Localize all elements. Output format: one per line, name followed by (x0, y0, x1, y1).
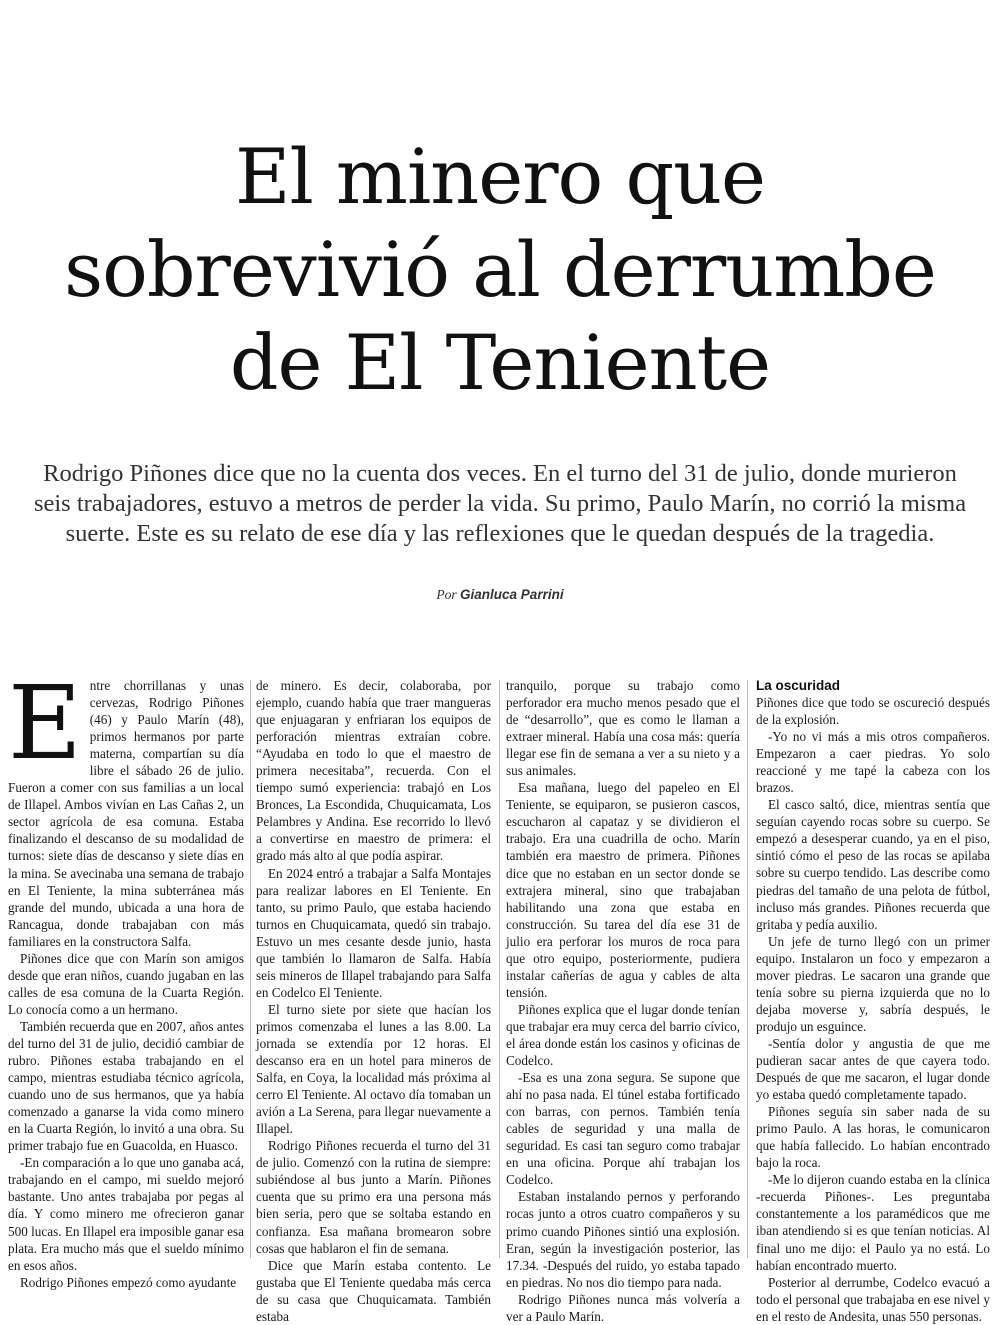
body-paragraph: El turno siete por siete que hacían los primos comenzaba el lunes a las 8.00. La jornada se extendía por 12 horas. El descanso era en un hotel para mineros de Salfa, en Coya, la localidad más próxima al cerro El Teniente. Al octavo día tomaban un avión a La Serena, para llegar nuevamente a Illapel. (256, 1001, 491, 1137)
section-subhead: La oscuridad (756, 678, 841, 693)
body-paragraph: -Me lo dijeron cuando estaba en la clínica -recuerda Piñones-. Les preguntaba constantemente a los paramédicos que me iban atendiendo si es que tenían noticias. Al final uno me dijo: el Paulo ya no está. Lo habían encontrado muerto. (756, 1172, 990, 1273)
body-paragraph: -En comparación a lo que uno ganaba acá, trabajando en el campo, mi sueldo mejoró bastante. Uno antes trabajaba por pegas al día. Y como minero me ofrecieron ganar 500 lucas. En Illapel era imposible ganar esa plata. Era mucho más que el sueldo mínimo en esos años. (8, 1155, 244, 1273)
body-column-2 (256, 677, 491, 1324)
body-paragraph: -Yo no vi más a mis otros compañeros. Empezaron a caer piedras. Yo solo reaccioné y me tapé la cabeza con los brazos. (756, 729, 990, 796)
body-column-4 (756, 677, 990, 1324)
headline-line-2: sobrevivió al derrumbe (64, 225, 936, 314)
byline (0, 587, 1000, 603)
body-paragraph: Dice que Marín estaba contento. Le gustaba que El Teniente quedaba más cerca de su casa que Chuquicamata. También estaba (256, 1257, 491, 1324)
body-paragraph: El casco saltó, dice, mientras sentía que seguían cayendo rocas sobre su cuerpo. Se empezó a desesperar cuando, ya en el piso, sintió cómo el peso de las rocas se apilaba sobre su cuerpo tendido. Las describe como piedras del tamaño de una pelota de fútbol, incluso más grandes. Piñones recuerda que gritaba y pedía auxilio. (756, 797, 990, 932)
body-paragraph: Rodrigo Piñones nunca más volvería a ver a Paulo Marín. (506, 1291, 740, 1324)
body-paragraph: -Sentía dolor y angustia de que me pudieran sacar antes de que cayera todo. Después de que me sacaron, el lugar donde yo estaba quedó completamente tapado. (756, 1035, 990, 1103)
column-divider (499, 680, 500, 1258)
body-column-1 (8, 664, 244, 1290)
body-paragraph: Piñones explica que el lugar donde tenían que trabajar era muy cerca del barrio cívico, el área donde están los casinos y oficinas de Codelco. (506, 1001, 740, 1069)
body-paragraph: Estaban instalando pernos y perforando rocas junto a otros cuatro compañeros y su primo cuando Piñones sintió una explosión. Eran, según la investigación posterior, las 17.34. -Después del ruido, yo estaba tapado en piedras. No nos dio tiempo para nada. (506, 1189, 740, 1290)
body-paragraph: Esa mañana, luego del papeleo en El Teniente, se equiparon, se pusieron cascos, escucharon al capataz y se dividieron el trabajo. Era una cuadrilla de ocho. Marín también era maestro de primera. Piñones dice que no estaban en un sector donde se extrajera mineral, sino que trabajaban habilitando una zona que estaba en construcción. Su tarea del día ese 31 de julio era perforar los muros de roca para que otro equipo, posteriormente, pudiera instalar cañerías de agua y cables de alta tensión. (506, 780, 740, 1000)
body-paragraph: En 2024 entró a trabajar a Salfa Montajes para realizar labores en El Teniente. En tanto, su primo Paulo, que estaba haciendo turnos en Chuquicamata, quedó sin trabajo. Estuvo un mes cesante desde junio, hasta que también lo llamaron de Salfa. Había seis mineros de Illapel trabajando para Salfa en Codelco El Teniente. (256, 865, 491, 1000)
body-paragraph: Piñones dice que con Marín son amigos desde que eran niños, cuando jugaban en las calles de esa comuna de la Cuarta Región. Lo conocía como a un hermano. (8, 950, 244, 1017)
deck-summary: Rodrigo Piñones dice que no la cuenta dos veces. En el turno del 31 de julio, donde murieron seis trabajadores, estuvo a metros de perder la vida. Su primo, Paulo Marín, no corrió la misma suerte. Este es su relato de ese día y las reflexiones que le quedan después de la tragedia. (33, 460, 967, 547)
byline-author: Gianluca Parrini (460, 587, 564, 602)
body-paragraph: Un jefe de turno llegó con un primer equipo. Instalaron un foco y empezaron a mover piedras. Le sacaron una grande que tenía sobre su pierna izquierda que no lo dejaba moverse y, sabría después, le produjo un esguince. (756, 933, 990, 1034)
body-column-3 (506, 677, 740, 1324)
headline-line-3: de El Teniente (229, 318, 771, 407)
body-paragraph (8, 664, 244, 950)
column-divider (747, 680, 748, 1258)
headline-line-1: El minero que (234, 132, 766, 221)
body-paragraph: Rodrigo Piñones recuerda el turno del 31 de julio. Comenzó con la rutina de siempre: subiéndose al bus junto a Marín. Piñones cuenta que su primo era una persona más bien seria, pero que se soltaba estando en confianza. Esa mañana bromearon sobre cosas que hablaron el fin de semana. (256, 1138, 491, 1256)
body-paragraph: También recuerda que en 2007, años antes del turno del 31 de julio, decidió cambiar de rubro. Piñones estaba trabajando en el campo, mientras estudiaba técnico agrícola, cuando uno de sus hermanos, que ya había comenzado a ganarse la vida como minero en la Cuarta Región, lo invitó a una obra. Su primer trabajo fue en Guacolda, en Huasco. (8, 1018, 244, 1154)
body-paragraph: de minero. Es decir, colaboraba, por ejemplo, cuando había que traer mangueras que enjuagaran y enfriaran los equipos de perforación mientras extraían cobre. “Ayudaba en todo lo que el maestro de primera necesitaba”, recuerda. Con el tiempo sumó experiencia: trabajó en Los Bronces, La Escondida, Chuquicamata, Los Pelambres y Andina. Ese recorrido lo llevó a convertirse en maestro de primera: el grado más alto al que podía aspirar. (256, 678, 491, 864)
body-paragraph: Rodrigo Piñones empezó como ayudante (20, 1274, 237, 1290)
byline-prefix: Por (436, 587, 457, 602)
drop-cap: E (8, 664, 82, 782)
column-divider (250, 680, 251, 1258)
body-paragraph: Posterior al derrumbe, Codelco evacuó a todo el personal que trabajaba en ese nivel y en el resto de Andesita, unas 550 personas. (756, 1274, 990, 1324)
body-paragraph: Piñones dice que todo se oscureció después de la explosión. (756, 695, 990, 728)
body-paragraph: tranquilo, porque su trabajo como perforador era mucho menos pesado que el de “desarrollo”, que es como le llaman a extraer mineral. Había una cosa más: quería llegar ese fin de semana a ver a su nieto y a sus animales. (506, 678, 740, 779)
paragraph-text: ntre chorrillanas y unas cervezas, Rodrigo Piñones (46) y Paulo Marín (48), primos hermanos por parte materna, compartían su día libre el sábado 26 de julio. Fueron a comer con sus familias a un local de Illapel. Ambos vivían en Las Cañas 2, un sector agrícola de esa comuna. Estaba finalizando el descanso de su modalidad de turnos: siete días de descanso y siete días en la mina. Se avecinaba una semana de trabajo en El Teniente, la mina subterránea más grande del mundo, ubicada a una hora de Rancagua, donde trabajaban con más familiares en la constructora Salfa. (8, 678, 244, 949)
body-paragraph: Piñones seguía sin saber nada de su primo Paulo. A las horas, le comunicaron que había fallecido. Lo habían encontrado bajo la roca. (756, 1104, 990, 1171)
body-paragraph: -Esa es una zona segura. Se supone que ahí no pasa nada. El túnel estaba fortificado con barras, con pernos. También tenía cables de seguridad y una malla de seguridad. Es casi tan seguro como trabajar en una oficina. Porque ahí trabajan los Codelco. (506, 1070, 740, 1188)
headline (0, 130, 1000, 409)
